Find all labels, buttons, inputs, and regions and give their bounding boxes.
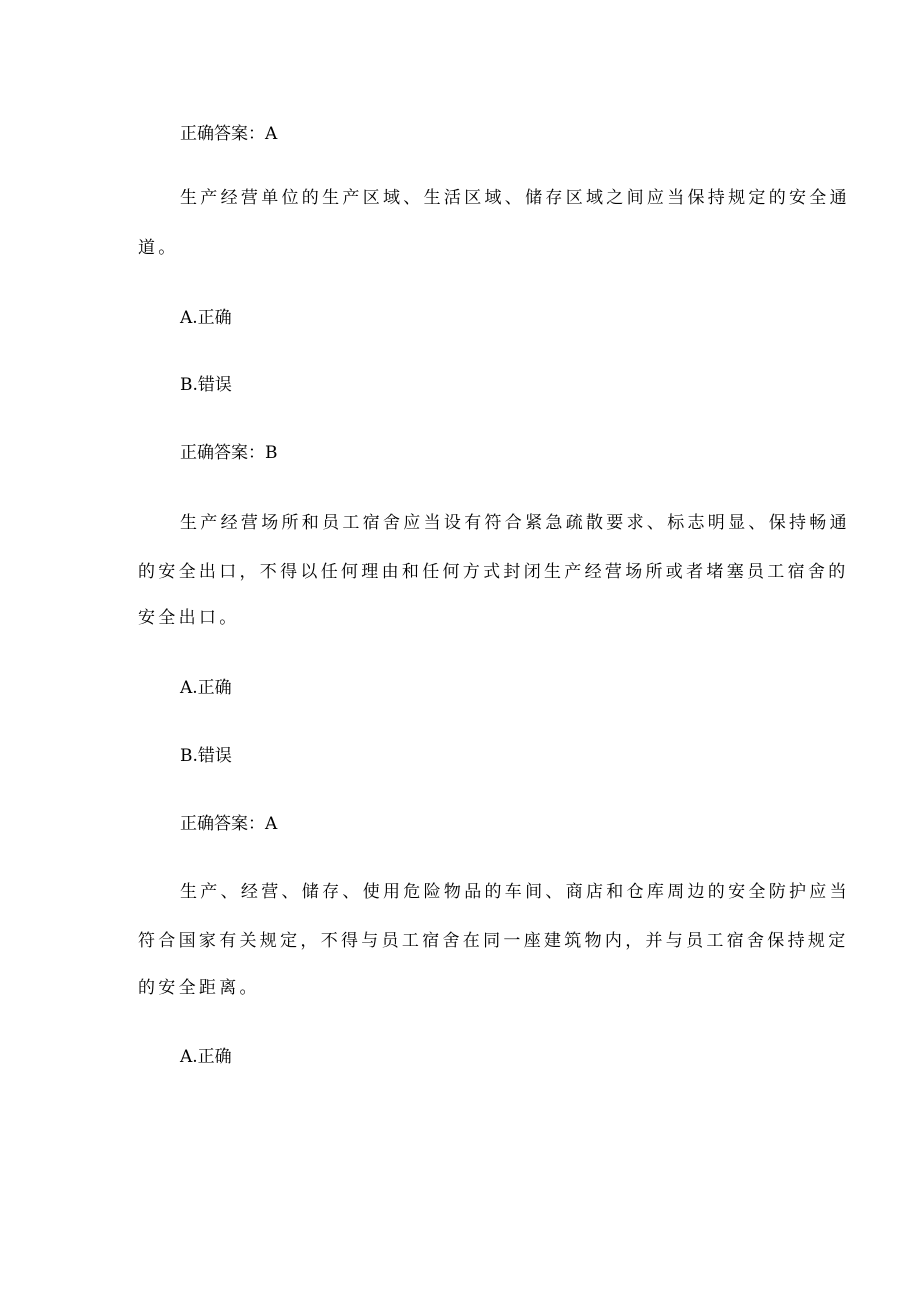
question-line: 符合国家有关规定，不得与员工宿舍在同一座建筑物内，并与员工宿舍保持规定	[138, 931, 849, 951]
correct-answer: 正确答案：B	[180, 443, 278, 463]
question-line: 道。	[138, 238, 179, 258]
question-line: 安全出口。	[138, 608, 240, 628]
option-a: A.正确	[180, 308, 232, 328]
option-b: B.错误	[180, 375, 232, 395]
correct-answer: 正确答案：A	[180, 124, 278, 144]
option-a: A.正确	[180, 678, 232, 698]
option-a: A.正确	[180, 1047, 232, 1067]
question-line: 的安全距离。	[138, 978, 260, 998]
question-line: 生产经营单位的生产区域、生活区域、储存区域之间应当保持规定的安全通	[180, 188, 850, 208]
question-line: 生产、经营、储存、使用危险物品的车间、商店和仓库周边的安全防护应当	[180, 882, 850, 902]
option-b: B.错误	[180, 746, 232, 766]
correct-answer: 正确答案：A	[180, 814, 278, 834]
question-line: 的安全出口，不得以任何理由和任何方式封闭生产经营场所或者堵塞员工宿舍的	[138, 562, 849, 582]
question-line: 生产经营场所和员工宿舍应当设有符合紧急疏散要求、标志明显、保持畅通	[180, 513, 850, 533]
